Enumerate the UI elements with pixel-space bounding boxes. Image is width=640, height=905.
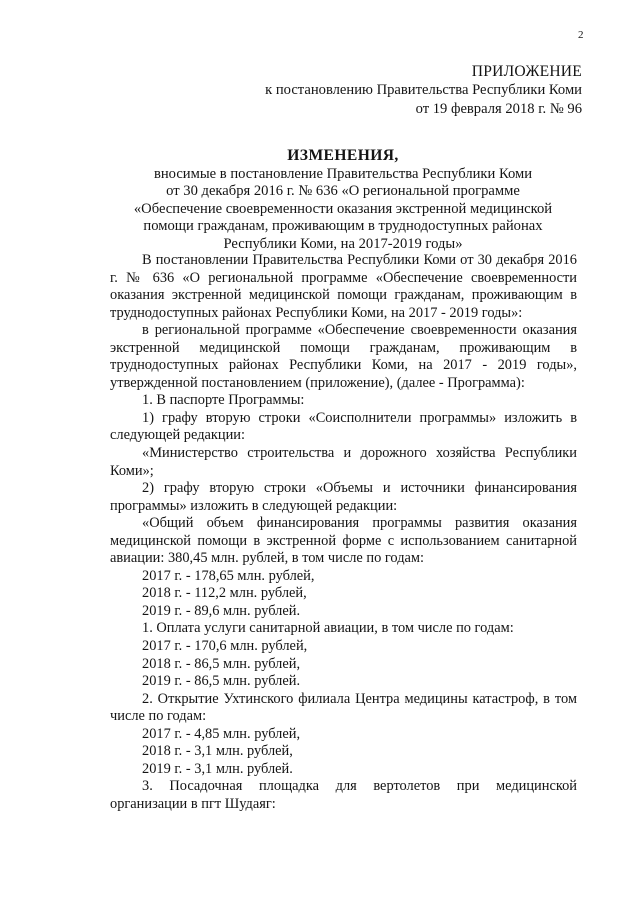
heading-line: вносимые в постановление Правительства Республики Коми [153, 165, 533, 182]
heading-title: ИЗМЕНЕНИЯ, [287, 147, 399, 164]
funding-year: 2018 г. - 112,2 млн. рублей, [142, 585, 307, 602]
funding-year: 2019 г. - 89,6 млн. рублей. [142, 602, 301, 619]
funding-year: 2017 г. - 4,85 млн. рублей, [142, 725, 301, 742]
paragraph-program: в региональной программе «Обеспечение своевременности оказания экстренной медицинской помощи гражданам, проживающим в труднодоступных районах Республики Коми, на 2017 - 2019 годы», утвержденной постановлением (приложение), (далее - Программа): [110, 322, 577, 391]
heading-line: «Обеспечение своевременности оказания экстренной медицинской [133, 200, 553, 217]
funding-year: 2019 г. - 86,5 млн. рублей. [142, 673, 301, 690]
funding-year: 2019 г. - 3,1 млн. рублей. [142, 760, 293, 777]
appendix-title: ПРИЛОЖЕНИЕ [471, 63, 582, 80]
document-heading [118, 147, 568, 254]
item-ukhta-branch: 2. Открытие Ухтинского филиала Центра медицины катастроф, в том числе по годам: [110, 690, 577, 725]
appendix-date: от 19 февраля 2018 г. № 96 [415, 101, 582, 117]
funding-year: 2018 г. - 86,5 млн. рублей, [142, 655, 301, 672]
heading-line: помощи гражданам, проживающим в труднодоступных районах [143, 218, 543, 235]
paragraph-intro: В постановлении Правительства Республики Коми от 30 декабря 2016 г. № 636 «О региональной программе «Обеспечение своевременности оказания экстренной медицинской помощи гражданам, проживающим в труднодоступных районах Республики Коми, на 2017 - 2019 годы»: [110, 252, 577, 321]
appendix-header [265, 62, 582, 119]
paragraph-passport: 1. В паспорте Программы: [142, 392, 305, 409]
item-helipad: 3. Посадочная площадка для вертолетов при медицинской организации в пгт Шудаяг: [110, 778, 577, 812]
heading-line: от 30 декабря 2016 г. № 636 «О региональной программе [166, 183, 520, 200]
funding-year: 2017 г. - 170,6 млн. рублей, [142, 638, 308, 655]
funding-year: 2017 г. - 178,65 млн. рублей, [142, 567, 315, 584]
appendix-reference: к постановлению Правительства Республики Коми [265, 82, 582, 98]
paragraph-total-funding: «Общий объем финансирования программы развития оказания медицинской помощи в экстренной форме с использованием санитарной авиации: 380,45 млн. рублей, в том числе по годам: [110, 515, 577, 567]
page-number: 2 [578, 29, 584, 41]
paragraph-change-2: 2) графу вторую строки «Объемы и источники финансирования программы» изложить в следующей редакции: [110, 480, 577, 514]
item-air-ambulance: 1. Оплата услуги санитарной авиации, в том числе по годам: [142, 620, 514, 637]
heading-line: Республики Коми, на 2017-2019 годы» [223, 235, 463, 252]
paragraph-change-1: 1) графу вторую строки «Соисполнители программы» изложить в следующей редакции: [110, 409, 577, 444]
paragraph-ministry: «Министерство строительства и дорожного хозяйства Республики Коми»; [110, 445, 577, 479]
funding-year: 2018 г. - 3,1 млн. рублей, [142, 743, 293, 760]
document-body [110, 252, 577, 814]
